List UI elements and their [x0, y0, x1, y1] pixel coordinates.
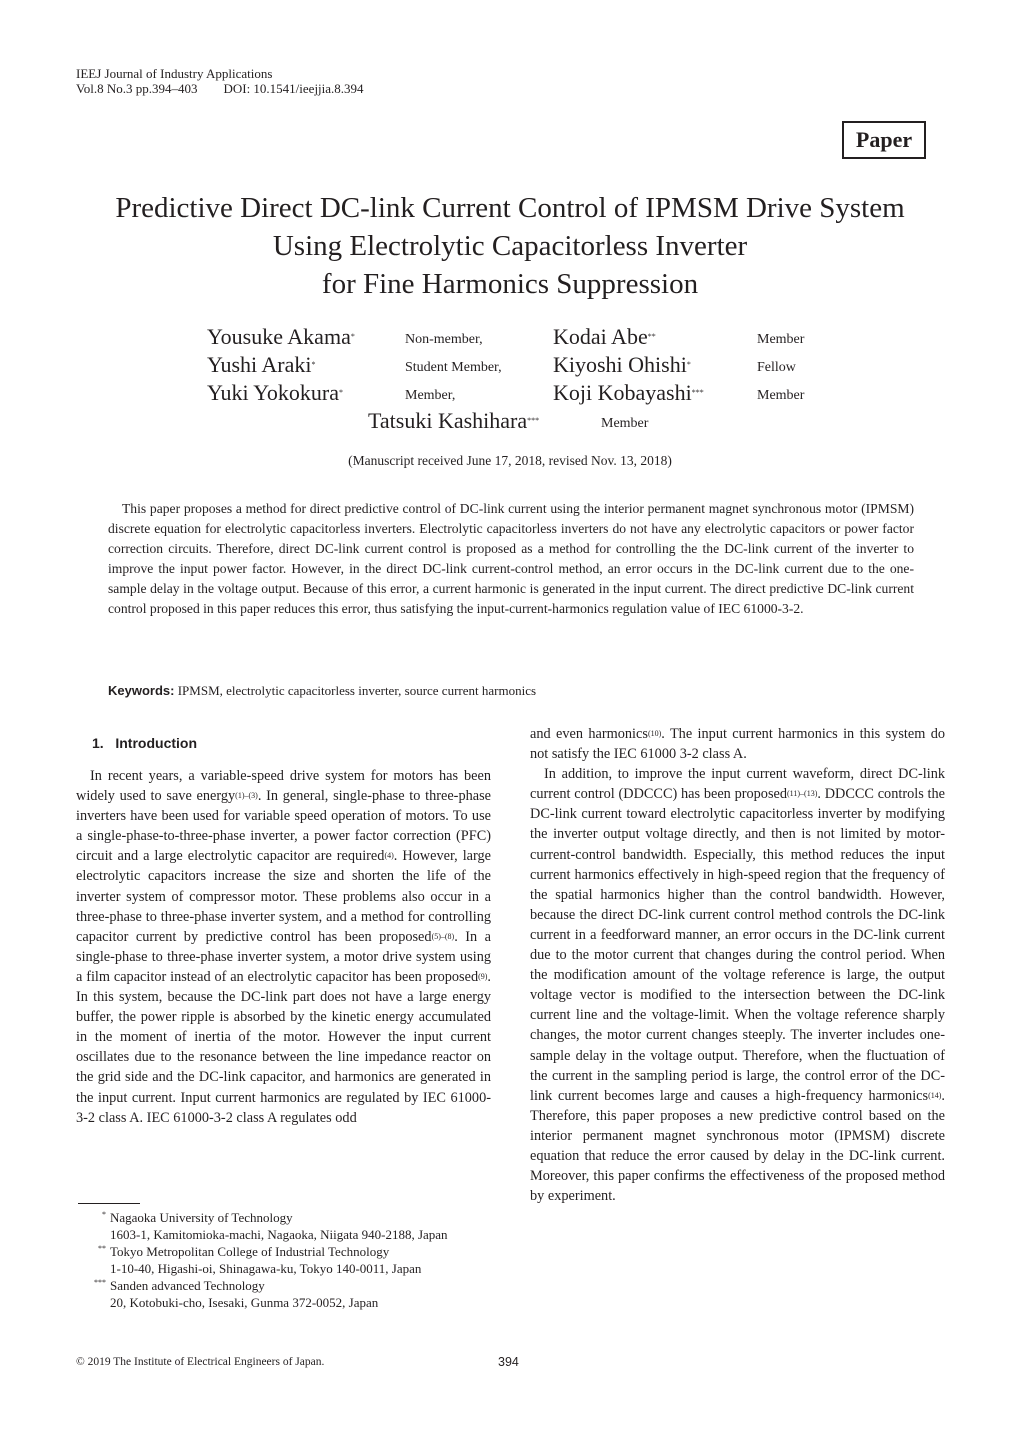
volume-pages: Vol.8 No.3 pp.394–403 [76, 81, 198, 96]
author-name: Yushi Araki* [207, 352, 316, 377]
author-role: Member, [405, 388, 456, 403]
paragraph: In recent years, a variable-speed drive system for motors has been widely used to save energy$^{(1)-(3)}$. In general, single-phase to three-phase inverters have been used for variable speed operation of motors. To use a single-phase-to-three-phase inverter, a power factor correction (PFC) circuit and a large electrolytic capacitor are required$^{(4)}$. However, large electrolytic capacitors increase the size and shorten the life of the inverter system of compressor motor. These problems also occur in a three-phase to three-phase inverter system, and a method for controlling capacitor current by predictive control has been proposed$^{(5)-(8)}$. In a single-phase to three-phase inverter system, a motor drive system using a film capacitor instead of an electrolytic capacitor has been proposed$^{(9)}$. In this system, because the DC-link part does not have a large energy buffer, the power ripple is absorbed by the kinetic energy accumulated in the moment of inertia of the motor. However the input current oscillates due to the resonance between the line impedance reactor on the grid side and the DC-link capacitor, and harmonics are generated in the input current. Input current harmonics are regulated by IEC 61000-3-2 class A. IEC 61000-3-2 class A regulates odd [76, 768, 492, 1126]
affiliations [78, 1209, 496, 1311]
right-column-text [530, 724, 945, 1206]
paper-title [60, 189, 960, 303]
paragraph: In addition, to improve the input current waveform, direct DC-link current control (DDCCC) has been proposed$^{(11)-(13)}$. DDCCC controls the DC-link current toward electrolytic capacitorless inverter by modifying the inverter output voltage directly, and then is not limited by motor-current-control bandwidth. Especially, this method reduces the input current harmonics effectively in high-speed region that the frequency of the spatial harmonics higher than the control bandwidth. However, because the direct DC-link current control method controls the DC-link current in a feedforward manner, an error occurs in the DC-link current due to the motor current that changes during the control period. When the modification amount of the voltage reference is large, the output voltage vector is modified to the intersection between the DC-link current line and the voltage-limit. When the voltage reference sharply changes, the motor current changes steeply. The inverter includes one-sample delay in the voltage output. Therefore, when the fluctuation of the current in the sampling period is large, the control error of the DC-link current becomes large and causes a high-frequency harmonics$^{(14)}$. Therefore, this paper proposes a new predictive control based on the interior permanent magnet synchronous motor (IPMSM) discrete equation that reduce the error caused by delay in the DC-link current. Moreover, this paper confirms the effectiveness of the proposed method by experiment. [530, 766, 945, 1205]
title-line-3: for Fine Harmonics Suppression [321, 268, 699, 300]
page-number: 394 [498, 1355, 519, 1369]
left-column-text [76, 766, 491, 1128]
title-line-1: Predictive Direct DC-link Current Control of IPMSM Drive System [115, 192, 905, 224]
keywords-label: Keywords: [108, 683, 175, 698]
doi: DOI: 10.1541/ieejjia.8.394 [223, 81, 364, 96]
manuscript-received: (Manuscript received June 17, 2018, revised Nov. 13, 2018) [348, 453, 672, 468]
keywords-text: IPMSM, electrolytic capacitorless inverter, source current harmonics [177, 683, 537, 698]
volume-info [76, 81, 364, 96]
affiliation: *** Sanden advanced Technology [94, 1278, 265, 1293]
author-role: Non-member, [405, 332, 483, 347]
paragraph: and even harmonics$^{(10)}$. The input current harmonics in this system do not satisfy the IEC 61000 3-2 class A. [530, 726, 945, 763]
title-line-2: Using Electrolytic Capacitorless Inverter [272, 230, 748, 262]
section-heading: 1. Introduction [92, 735, 198, 751]
author-role: Student Member, [405, 360, 502, 375]
affiliation-address: 1-10-40, Higashi-oi, Shinagawa-ku, Tokyo 140-0011, Japan [110, 1261, 422, 1276]
affiliation: * Nagaoka University of Technology [102, 1210, 293, 1225]
paper-type-badge: Paper [842, 121, 926, 159]
footnote-rule [78, 1203, 140, 1204]
keywords [108, 683, 914, 699]
copyright: © 2019 The Institute of Electrical Engineers of Japan. [76, 1356, 325, 1368]
affiliation-address: 1603-1, Kamitomioka-machi, Nagaoka, Niigata 940-2188, Japan [110, 1227, 448, 1242]
affiliation: ** Tokyo Metropolitan College of Industrial Technology [98, 1244, 390, 1259]
author-name: Kiyoshi Ohishi* [553, 352, 691, 377]
abstract: This paper proposes a method for direct predictive control of DC-link current using the interior permanent magnet synchronous motor (IPMSM) discrete equation for electrolytic capacitorless inverters. Electrolytic capacitorless inverters do not have any electrolytic capacitors or power factor correction circuits. Therefore, direct DC-link current control is proposed as a method for controlling the the DC-link current of the inverter to improve the input power factor. However, in the direct DC-link current-control method, an error occurs in the DC-link current due to the one-sample delay in the voltage output. Because of this error, a current harmonic is generated in the input current. The direct predictive DC-link current control proposed in this paper reduces this error, thus satisfying the input-current-harmonics regulation value of IEC 61000-3-2. [108, 501, 914, 617]
journal-name: IEEJ Journal of Industry Applications [76, 66, 273, 81]
author-name: Koji Kobayashi*** [553, 380, 704, 405]
author-role: Member [757, 388, 805, 403]
author-role: Member [757, 332, 805, 347]
affiliation-address: 20, Kotobuki-cho, Isesaki, Gunma 372-0052, Japan [110, 1295, 379, 1310]
author-role: Member [601, 416, 649, 431]
author-name: Yousuke Akama* [207, 324, 355, 349]
author-name: Kodai Abe** [553, 324, 656, 349]
author-role: Fellow [757, 360, 796, 375]
author-name: Yuki Yokokura* [207, 380, 344, 405]
author-name: Tatsuki Kashihara*** [368, 408, 540, 433]
